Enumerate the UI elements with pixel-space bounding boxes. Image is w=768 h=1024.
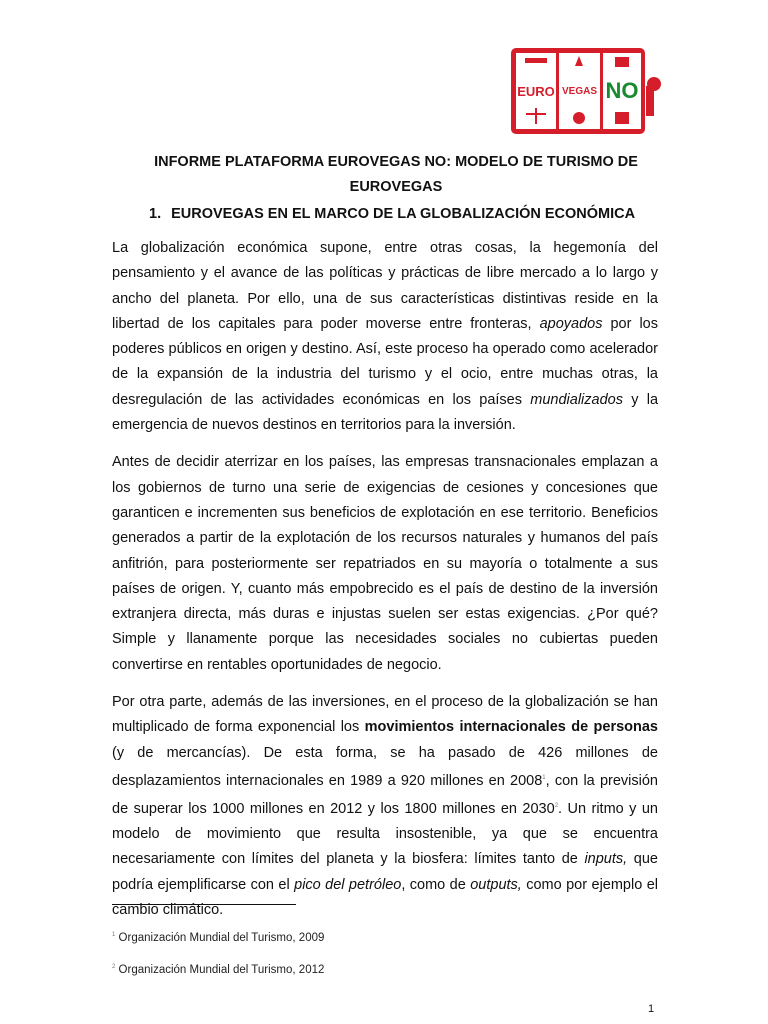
- paragraph-2: Antes de decidir aterrizar en los países, las empresas transnacionales emplazan a los gobiernos de turno una serie de exigencias de cesiones y concesiones que garanticen e incrementen sus beneficios de explotación en ese territorio. Beneficios generados a partir de la explotación de los recursos naturales y humanos del país anfitrión, para posteriormente ser repatriados en su mayoría o totalmente a sus países de origen. Y, cuanto más empobrecido es el país de destino de la inversión extranjera directa, más duras e injustas suelen ser estas exigencias. ¿Por qué? Simple y llanamente porque las necesidades sociales no cubiertas pueden convertirse en rentables oportunidades de negocio.: [112, 454, 658, 673]
- italic-run: inputs,: [584, 851, 628, 868]
- text-run: . Un ritmo y un modelo de movimiento que resulta insostenible, ya que se encuentra necesariamente con límites del planeta y la biosfera: límites tanto de: [112, 800, 658, 868]
- footnote-text: Organización Mundial del Turismo, 2009: [118, 932, 325, 944]
- italic-run: apoyados: [539, 315, 603, 332]
- body-text: [112, 236, 658, 935]
- report-title: [112, 150, 680, 200]
- text-run: Por otra parte, además de las inversiones, en el proceso de la globalización se han multiplicado de forma exponencial los: [112, 694, 658, 736]
- figure-icon: [615, 57, 629, 67]
- italic-run: pico del petróleo: [294, 876, 402, 893]
- title-line-2: EUROVEGAS: [349, 179, 443, 195]
- footnote-divider: [112, 904, 296, 905]
- footnote-2: [112, 964, 324, 976]
- bottle-icon: [615, 112, 629, 124]
- paragraph-3: [112, 690, 658, 923]
- text-run: (y de mercancías). De esta forma, se ha pasado de 426 millones de desplazamientos internacionales en 1989 a 920 millones en 2008: [112, 744, 658, 789]
- bold-run: movimientos internacionales de personas: [364, 719, 658, 736]
- text-run: y la emergencia de nuevos destinos en territorios para la inversión.: [112, 391, 659, 434]
- text-run: , como de: [401, 876, 471, 893]
- footnote-mark: 2: [112, 964, 116, 971]
- italic-run: outputs,: [470, 876, 522, 893]
- footnote-mark: 1: [112, 932, 116, 939]
- logo-word-vegas: VEGAS: [561, 86, 598, 97]
- cherry-icon: [573, 112, 585, 124]
- paragraph-1: [112, 236, 658, 438]
- footnote-text: Organización Mundial del Turismo, 2012: [118, 964, 325, 976]
- title-line-1: INFORME PLATAFORMA EUROVEGAS NO: MODELO DE TURISMO DE: [154, 154, 638, 170]
- page-number: 1: [648, 1003, 655, 1015]
- logo-word-no: NO: [605, 78, 639, 103]
- section-title: EUROVEGAS EN EL MARCO DE LA GLOBALIZACIÓN ECONÓMICA: [171, 206, 636, 222]
- text-run: por los poderes públicos en origen y destino. Así, este proceso ha operado como acelerador de la expansión de la industria del turismo y el ocio, entre muchas otras, la desregulación de las actividades económicas en los países: [112, 315, 658, 408]
- italic-run: mundializados: [530, 391, 623, 408]
- section-number: 1.: [149, 206, 162, 222]
- footnote-ref-2[interactable]: 2: [554, 803, 559, 810]
- text-run: La globalización económica supone, entre otras cosas, la hegemonía del pensamiento y el avance de las políticas y prácticas de libre mercado a lo largo y ancho del planeta. Por ello, una de sus características distintivas reside en la libertad de los capitales para poder moverse entre fronteras,: [112, 240, 658, 332]
- section-heading: [149, 206, 635, 222]
- text-run: como por ejemplo el cambio climático.: [112, 876, 658, 919]
- eurovegas-no-logo: [511, 48, 662, 134]
- footnote-1: [112, 932, 324, 944]
- text-run: que podría ejemplificarse con el: [112, 851, 658, 893]
- text-run: , con la previsión de superar los 1000 millones en 2012 y los 1800 millones en 2030: [112, 772, 658, 817]
- footnote-ref-1[interactable]: 1: [542, 774, 546, 781]
- cigarette-icon: [525, 58, 547, 63]
- logo-word-euro: EURO: [517, 84, 555, 99]
